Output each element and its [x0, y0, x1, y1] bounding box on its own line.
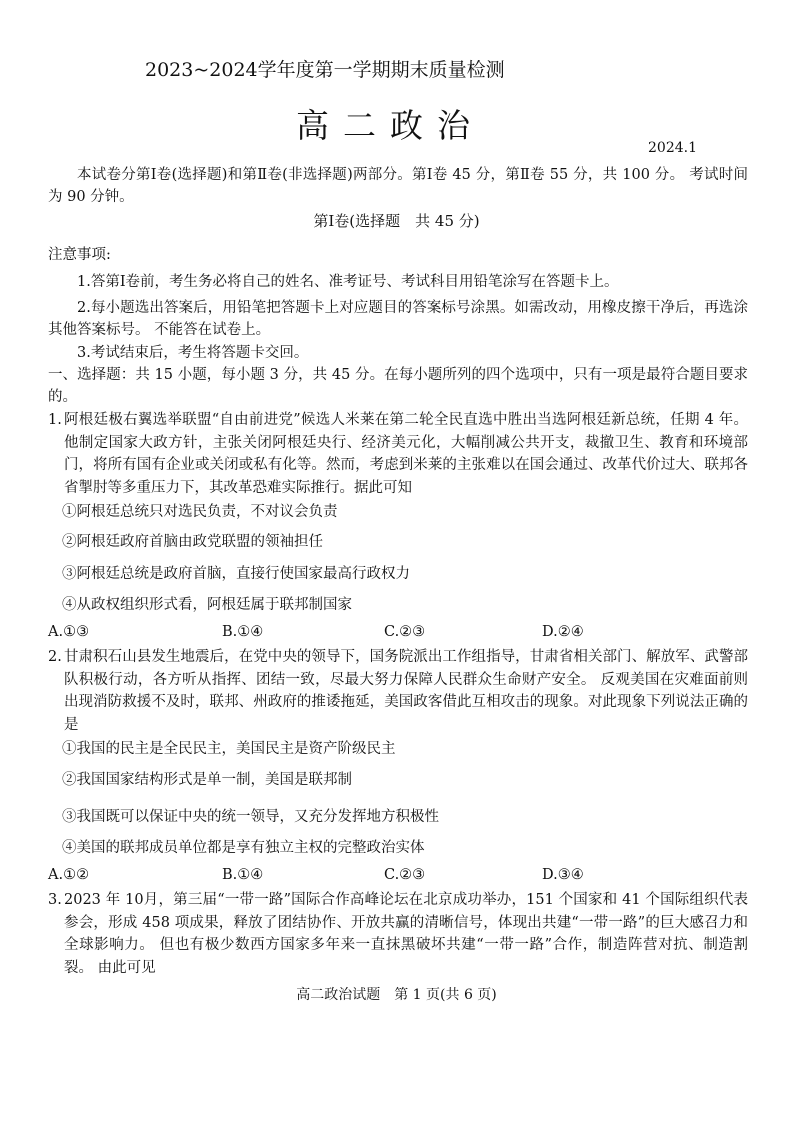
page-footer: 高二政治试题 第 1 页(共 6 页)	[296, 987, 497, 1003]
question-number: 3.	[48, 892, 62, 908]
question-number: 2.	[48, 649, 62, 665]
question-text: 甘肃积石山县发生地震后，在党中央的领导下，国务院派出工作组指导，甘肃省相关部门、解放军、武警部队积极行动，各方听从指挥、团结一致，尽最大努力保障人民群众生命财产安全。 反观美国在灾难面前则出现消防救援不及时，联邦、州政府的推诿拖延，美国政客借此互相攻击的现象。对此现象下列说法正确的是	[64, 649, 748, 733]
exam-date: 2024.1	[648, 140, 697, 156]
choice-b: B.①④	[222, 867, 264, 883]
statement: ④美国的联邦成员单位都是享有独立主权的完整政治实体	[62, 840, 425, 856]
statement: ③我国既可以保证中央的统一领导，又充分发挥地方积极性	[62, 809, 439, 825]
part-instruction: 一、选择题：共 15 小题，每小题 3 分，共 45 分。在每小题所列的四个选项中，只有一项是最符合题目要求的。	[48, 367, 748, 405]
statement: ②阿根廷政府首脑由政党联盟的领袖担任	[62, 534, 323, 550]
statement: ①阿根廷总统只对选民负责，不对议会负责	[62, 504, 338, 520]
statement: ②我国国家结构形式是单一制，美国是联邦制	[62, 772, 352, 788]
choice-c: C.②③	[384, 624, 426, 640]
question-number: 1.	[48, 412, 62, 428]
question-text: 阿根廷极右翼选举联盟“自由前进党”候选人米莱在第二轮全民直选中胜出当选阿根廷新总统，任期 4 年。 他制定国家大政方针，主张关闭阿根廷央行、经济美元化，大幅削减公共开支，裁撤卫生、教育和环境部门，将所有国有企业或关闭或私有化等。然而，考虑到米莱的主张难以在国会通过、改革代价过大、联邦各省掣肘等多重压力下，其改革恐难实际推行。据此可知	[64, 412, 748, 496]
question-3-stem	[48, 889, 748, 979]
note-item: 1.答第Ⅰ卷前，考生务必将自己的姓名、准考证号、考试科目用铅笔涂写在答题卡上。	[77, 274, 619, 290]
statement: ①我国的民主是全民民主，美国民主是资产阶级民主	[62, 741, 396, 757]
statement: ④从政权组织形式看，阿根廷属于联邦制国家	[62, 597, 352, 613]
note-item: 2.每小题选出答案后，用铅笔把答题卡上对应题目的答案标号涂黑。如需改动，用橡皮擦干净后，再选涂其他答案标号。 不能答在试卷上。	[48, 300, 748, 338]
statement: ③阿根廷总统是政府首脑，直接行使国家最高行政权力	[62, 566, 410, 582]
note-item: 3.考试结束后，考生将答题卡交回。	[77, 345, 309, 361]
notes-heading: 注意事项:	[48, 247, 111, 263]
question-text: 2023 年 10月，第三届“一带一路”国际合作高峰论坛在北京成功举办，151 个国家和 41 个国际组织代表参会，形成 458 项成果，释放了团结协作、开放共赢的清晰信号，体现出共建“一带一路”的巨大感召力和全球影响力。 但也有极少数西方国家多年来一直抹黑破坏共建“一带一路”合作，制造阵营对抗、制造割裂。 由此可见	[64, 892, 748, 976]
choice-a: A.①③	[48, 624, 90, 640]
choice-c: C.②③	[384, 867, 426, 883]
choice-b: B.①④	[222, 624, 264, 640]
choice-d: D.②④	[542, 624, 584, 640]
question-1-stem	[48, 409, 748, 499]
choice-d: D.③④	[542, 867, 584, 883]
subject-title: 高二政治	[296, 106, 484, 145]
exam-title: 2023~2024学年度第一学期期末质量检测	[145, 59, 505, 81]
question-2-stem	[48, 646, 748, 736]
intro-paragraph: 本试卷分第Ⅰ卷(选择题)和第Ⅱ卷(非选择题)两部分。第Ⅰ卷 45 分，第Ⅱ卷 55 分，共 100 分。 考试时间为 90 分钟。	[48, 167, 748, 205]
choice-a: A.①②	[48, 867, 90, 883]
section-title: 第Ⅰ卷(选择题 共 45 分)	[313, 212, 480, 230]
